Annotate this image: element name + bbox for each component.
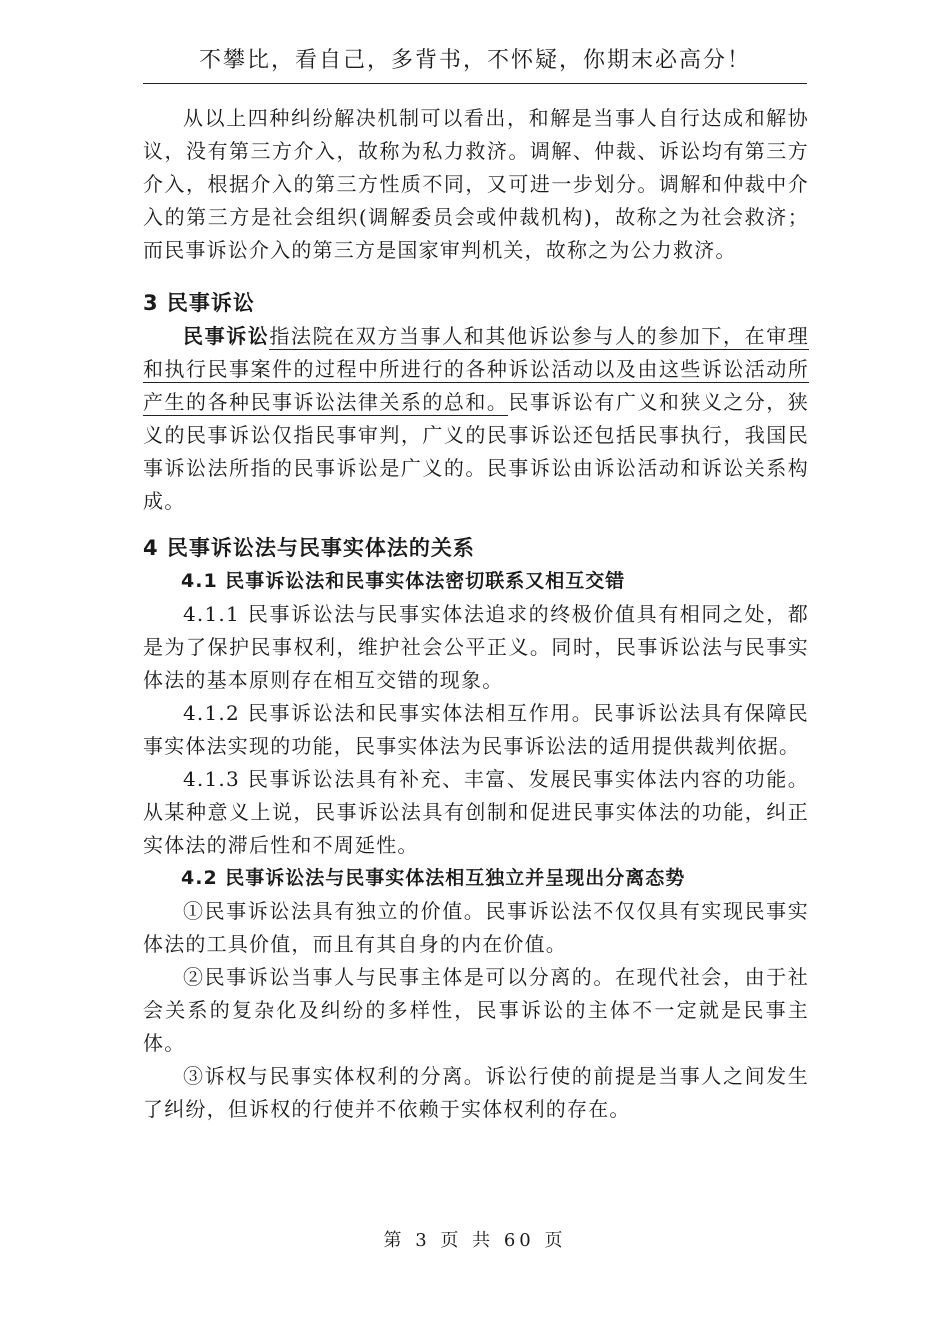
paragraph-civil-litigation-rest: 民事诉讼有广义和狭义之分，狭义的民事诉讼仅指民事审判，广义的民事诉讼还包括民事执行，我国民事诉讼法所指的民事诉讼是广义的。民事诉讼由诉讼活动和诉讼关系构成。 bbox=[143, 390, 809, 513]
list-item-3: ③诉权与民事实体权利的分离。诉讼行使的前提是当事人之间发生了纠纷，但诉权的行使并不依赖于实体权利的存在。 bbox=[143, 1064, 809, 1121]
term-civil-litigation: 民事诉讼 bbox=[183, 324, 270, 348]
document-body bbox=[143, 102, 809, 1126]
paragraph-4-1-1: 4.1.1 民事诉讼法与民事实体法追求的终极价值具有相同之处，都是为了保护民事权利，维护社会公平正义。同时，民事诉讼法与民事实体法的基本原则存在相互交错的现象。 bbox=[143, 602, 809, 692]
paragraph-civil-litigation bbox=[143, 320, 809, 518]
header-divider bbox=[143, 83, 807, 84]
paragraph-intro: 从以上四种纠纷解决机制可以看出，和解是当事人自行达成和解协议，没有第三方介入，故称为私力救济。调解、仲裁、诉讼均有第三方介入，根据介入的第三方性质不同，又可进一步划分。调解和仲裁中介入的第三方是社会组织(调解委员会或仲裁机构)，故称之为社会救济；而民事诉讼介入的第三方是国家审判机关，故称之为公力救济。 bbox=[143, 106, 809, 262]
list-item-2: ②民事诉讼当事人与民事主体是可以分离的。在现代社会，由于社会关系的复杂化及纠纷的多样性，民事诉讼的主体不一定就是民事主体。 bbox=[143, 965, 809, 1055]
heading-section-4-1: 4.1 民事诉讼法和民事实体法密切联系又相互交错 bbox=[181, 570, 626, 592]
heading-section-4: 4 民事诉讼法与民事实体法的关系 bbox=[143, 536, 475, 560]
heading-section-4-2: 4.2 民事诉讼法与民事实体法相互独立并呈现出分离态势 bbox=[181, 867, 686, 889]
heading-section-3: 3 民事诉讼 bbox=[143, 291, 255, 315]
definition-underlined: 指法院在双方当事人和其他诉讼参与人的参加下，在审理和执行民事案件的过程中所进行的各种诉讼活动以及由这些诉讼活动所产生的各种民事诉讼法律关系的总和。 bbox=[143, 324, 809, 414]
paragraph-4-1-3: 4.1.3 民事诉讼法具有补充、丰富、发展民事实体法内容的功能。从某种意义上说，民事诉讼法具有创制和促进民事实体法的功能，纠正实体法的滞后性和不周延性。 bbox=[143, 767, 809, 857]
list-item-1: ①民事诉讼法具有独立的价值。民事诉讼法不仅仅具有实现民事实体法的工具价值，而且有其自身的内在价值。 bbox=[143, 899, 809, 956]
page-header-motto: 不攀比，看自己，多背书，不怀疑，你期末必高分！ bbox=[198, 48, 751, 73]
paragraph-4-1-2: 4.1.2 民事诉讼法和民事实体法相互作用。民事诉讼法具有保障民事实体法实现的功能，民事实体法为民事诉讼法的适用提供裁判依据。 bbox=[143, 701, 809, 758]
page-number-footer: 第 3 页 共 60 页 bbox=[383, 1230, 567, 1251]
